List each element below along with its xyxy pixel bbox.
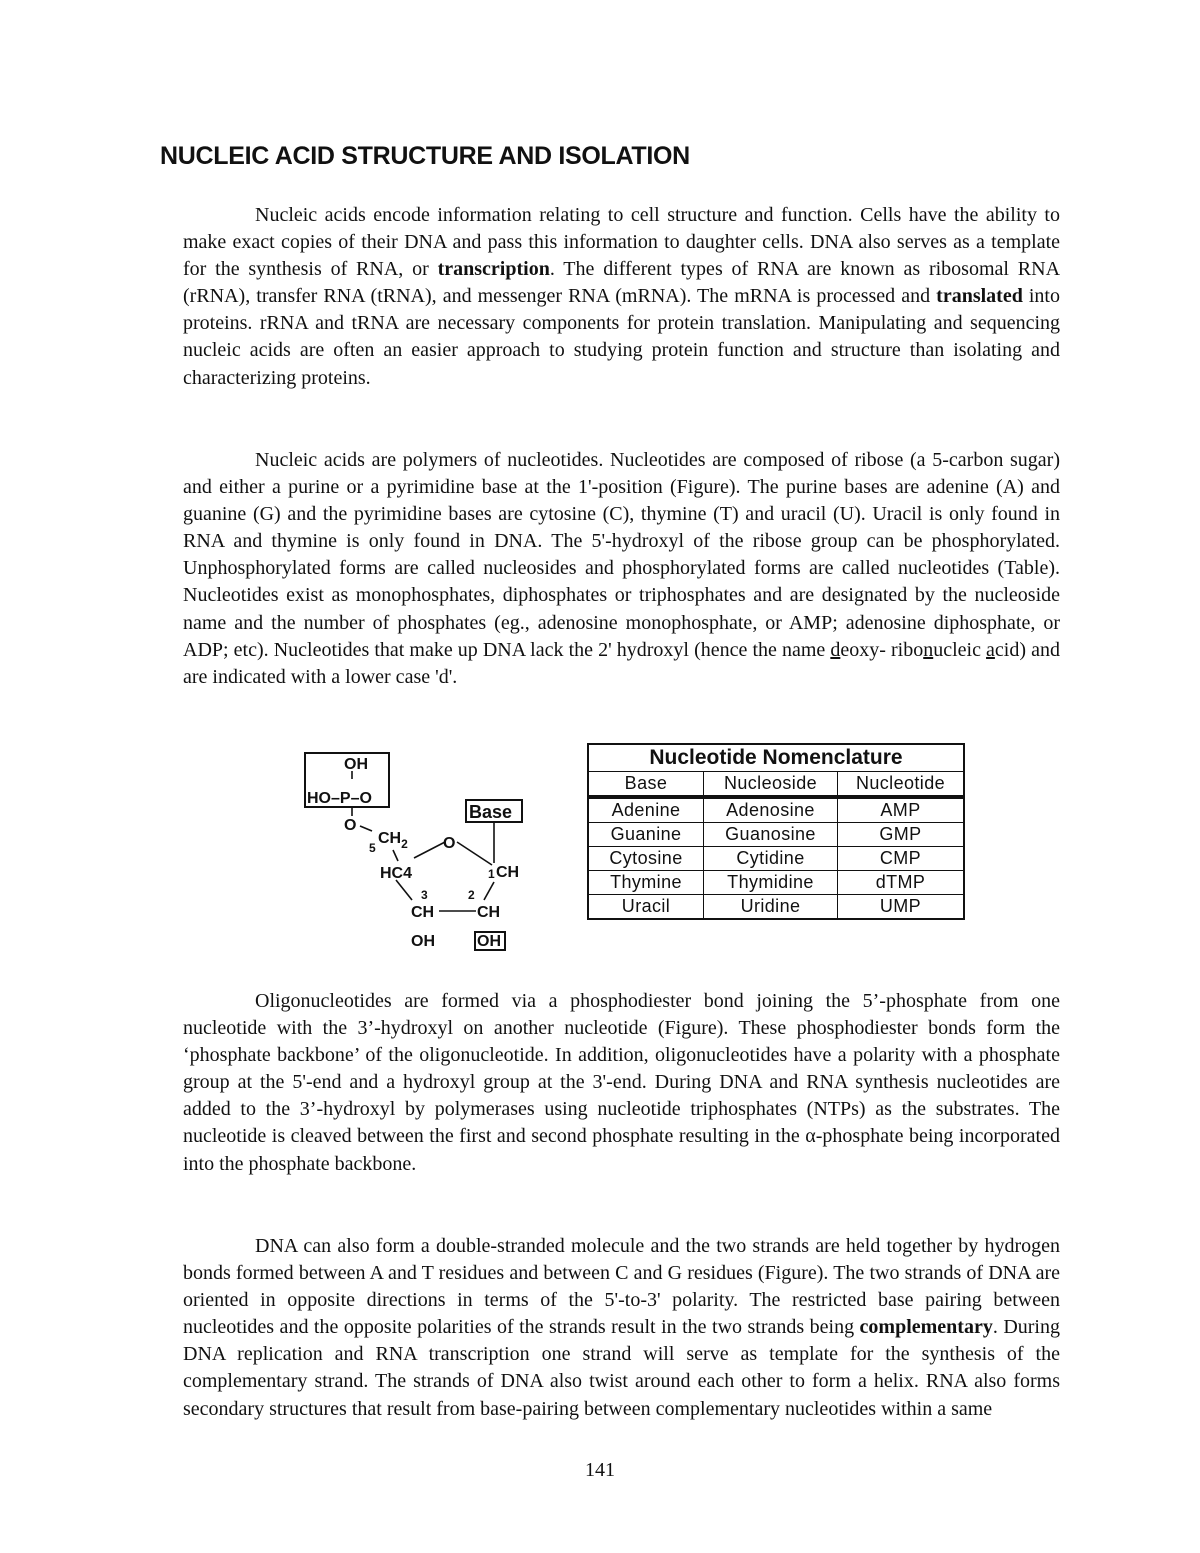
table-cell: Cytidine — [704, 847, 838, 871]
table-cell: Cytosine — [588, 847, 704, 871]
carbon-3-number: 3 — [421, 888, 428, 902]
hydroxyl-2-label: OH — [477, 933, 501, 950]
term-transcription: transcription — [437, 258, 550, 281]
page-title: NUCLEIC ACID STRUCTURE AND ISOLATION — [160, 142, 690, 170]
carbon-1-number: 1 — [488, 867, 495, 881]
underlined-letter: d — [830, 638, 841, 661]
table-cell: dTMP — [838, 871, 965, 895]
hydroxyl-3-label: OH — [411, 933, 435, 950]
carbon-2-number: 2 — [468, 888, 475, 902]
text-run: . During DNA replication and RNA transcription one strand will serve as template for the synthesis of the complementary strand. The strands of DNA also twist around each other to form a helix. RNA also forms secondary structures that result from base-pairing between complementary nucleotides within a same — [183, 1316, 1060, 1420]
table-cell: Uracil — [588, 895, 704, 920]
phosphate-group-label: HO–P–O — [307, 790, 372, 807]
term-translated: translated — [936, 285, 1023, 308]
ring-oxygen-label: O — [443, 835, 456, 852]
text-run: -phosphate being incorporated into the phosphate backbone. — [183, 1125, 1060, 1175]
table-row — [588, 871, 964, 895]
column-header-nucleotide: Nucleotide — [838, 772, 965, 798]
text-run: ucleic — [933, 638, 987, 661]
table-cell: CMP — [838, 847, 965, 871]
base-label: Base — [469, 802, 513, 822]
carbon-3-label: CH — [411, 904, 435, 921]
term-complementary: complementary — [859, 1316, 993, 1339]
nucleotide-structure-figure — [300, 748, 530, 958]
table-cell: Thymidine — [704, 871, 838, 895]
column-header-base: Base — [588, 772, 704, 798]
table-cell: GMP — [838, 823, 965, 847]
oligonucleotide-paragraph — [183, 988, 1060, 1178]
table-cell: Adenosine — [704, 797, 838, 823]
table-cell: Guanosine — [704, 823, 838, 847]
text-run: eoxy- ribo — [840, 638, 924, 661]
nucleotide-nomenclature-table — [587, 743, 965, 920]
underlined-letter: a — [986, 638, 995, 661]
table-row — [588, 823, 964, 847]
table-title: Nucleotide Nomenclature — [588, 744, 964, 772]
ch2-label: $CH_2$ — [378, 830, 408, 851]
table-row — [588, 895, 964, 920]
intro-paragraph — [183, 202, 1060, 392]
table-cell: AMP — [838, 797, 965, 823]
text-run: Nucleic acids are polymers of nucleotides. Nucleotides are composed of ribose (a 5-carbon sugar) and either a purine or a pyrimidine base at the 1'-position (Figure). The purine bases are adenine (A) and guanine (G) and the pyrimidine bases are cytosine (C), thymine (T) and uracil (U). Uracil is only found in RNA and thymine is only found in DNA. The 5'-hydroxyl of the ribose group can be phosphorylated. Unphosphorylated forms are called nucleosides and phosphorylated forms are called nucleotides (Table). Nucleotides exist as monophosphates, diphosphates or triphosphates and are designated by the nucleoside name and the number of phosphates (eg., adenosine monophosphate, or AMP; adenosine diphosphate, or ADP; etc). Nucleotides that make up DNA lack the 2' hydroxyl (hence the name — [183, 449, 1060, 661]
text-run: cid) and are indicated with a lower case 'd'. — [183, 638, 1060, 688]
carbon-5-number: 5 — [369, 841, 376, 855]
carbon-1-label: CH — [496, 864, 520, 881]
table-cell: Guanine — [588, 823, 704, 847]
table-cell: Uridine — [704, 895, 838, 920]
text-run: into proteins. rRNA and tRNA are necessary components for protein translation. Manipulating and sequencing nucleic acids are often an easier approach to studying protein function and structure than isolating and characterizing proteins. — [183, 285, 1060, 389]
text-run: Nucleic acids encode information relating to cell structure and function. Cells have the ability to make exact copies of their DNA and pass this information to daughter cells. DNA also serves as a template for the synthesis of RNA, or — [183, 204, 1060, 281]
table-cell: UMP — [838, 895, 965, 920]
table-cell: Adenine — [588, 797, 704, 823]
table-row — [588, 847, 964, 871]
nucleotide-paragraph — [183, 447, 1060, 691]
table-header-row — [588, 772, 964, 798]
phosphate-hydroxyl-label: OH — [344, 756, 368, 773]
double-strand-paragraph — [183, 1233, 1060, 1423]
table-row — [588, 797, 964, 823]
column-header-nucleoside: Nucleoside — [704, 772, 838, 798]
carbon-2-label: CH — [477, 904, 501, 921]
text-run: . The different types of RNA are known as ribosomal RNA (rRNA), transfer RNA (tRNA), and messenger RNA (mRNA). The mRNA is processed and — [183, 258, 1061, 308]
table-cell: Thymine — [588, 871, 704, 895]
page-number: 141 — [585, 1459, 615, 1481]
underlined-letter: n — [923, 638, 934, 661]
link-oxygen-label: O — [344, 817, 357, 834]
alpha-symbol: α — [805, 1125, 816, 1148]
text-run: DNA can also form a double-stranded molecule and the two strands are held together by hydrogen bonds formed between A and T residues and between C and G residues (Figure). The two strands of DNA are oriented in opposite directions in terms of the 5'-to-3' polarity. The restricted base pairing between nucleotides and the opposite polarities of the strands result in the two strands being — [183, 1235, 1060, 1339]
carbon-4-label: HC4 — [380, 865, 413, 882]
text-run: Oligonucleotides are formed via a phosphodiester bond joining the 5’-phosphate from one nucleotide with the 3’-hydroxyl on another nucleotide (Figure). These phosphodiester bonds form the ‘phosphate backbone’ of the oligonucleotide. In addition, oligonucleotides have a polarity with a phosphate group at the 5'-end and a hydroxyl group at the 3'-end. During DNA and RNA synthesis nucleotides are added to the 3’-hydroxyl by polymerases using nucleotide triphosphates (NTPs) as the substrates. The nucleotide is cleaved between the first and second phosphate resulting in the — [183, 990, 1060, 1148]
